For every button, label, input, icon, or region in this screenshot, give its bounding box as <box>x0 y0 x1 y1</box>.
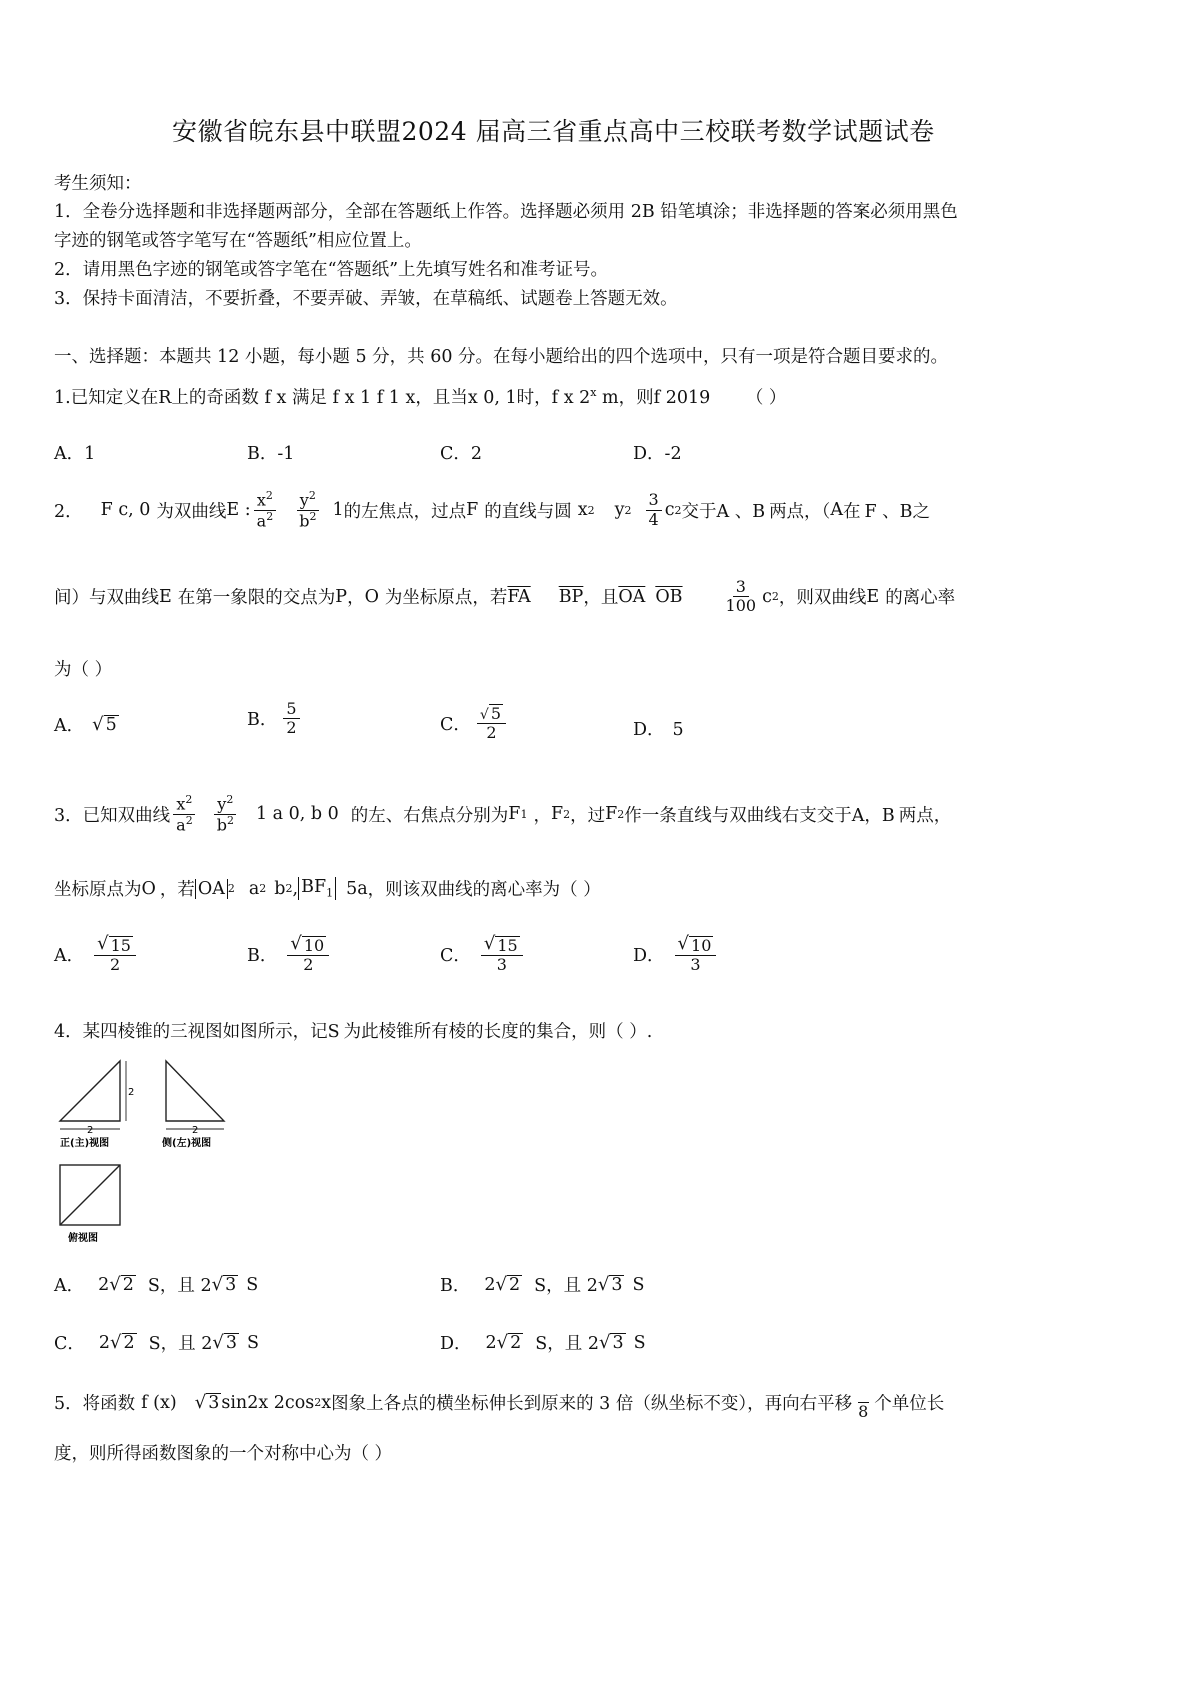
q3-text: ，若 <box>159 880 195 900</box>
q4-text: S，且 2 <box>148 1334 213 1354</box>
front-view <box>60 1061 134 1149</box>
q1-option-a: A．1 <box>54 444 96 464</box>
q3-text: ，过 <box>570 805 606 826</box>
q3-option-d <box>633 934 719 974</box>
q2-option-b-fraction: $\frac{5}{2}$ <box>283 700 299 738</box>
q2-points-fb: F 、B <box>864 501 913 522</box>
q2-text: ， <box>347 588 365 609</box>
q5-text: 图象上各点的横坐标伸长到原来的 3 倍（纵坐标不变），再向右平移 <box>331 1394 853 1415</box>
q2-text: 在第一象限的交点为 <box>177 588 336 609</box>
q1-text: 满足 <box>291 388 327 408</box>
q3-option-c <box>440 934 526 974</box>
q3-text: 两点， <box>898 805 952 826</box>
q2-exp: 2 <box>771 590 779 604</box>
q2-point-p: P <box>335 586 348 607</box>
top-view-label: 俯视图 <box>68 1233 98 1244</box>
three-view-figure <box>54 1055 244 1255</box>
q2-text: 间）与双曲线 <box>54 588 159 609</box>
q2-text: 为双曲线 <box>156 501 227 522</box>
q5-text: 5．将函数 <box>54 1394 136 1415</box>
q3-option-b <box>247 934 332 974</box>
q2-curve-e: E : <box>226 500 251 521</box>
q2-curve-e: E <box>159 586 172 607</box>
option-label: B． <box>440 1276 471 1296</box>
q5-text: 个单位长 <box>874 1394 945 1415</box>
question-5-line-1 <box>54 1384 944 1422</box>
option-label: B． <box>247 945 278 966</box>
q3-5a: 5a <box>346 878 368 899</box>
sqrt-symbol: √ 2 <box>495 1274 521 1295</box>
notice-line-1b: 字迹的钢笔或答字笔写在“答题纸”相应位置上。 <box>54 231 422 251</box>
q1-text: ，且当 <box>415 388 468 408</box>
q2-text: 之 <box>912 501 931 522</box>
q2-text: 的直线与圆 <box>484 501 572 522</box>
notice-line-3: 3．保持卡面清洁，不要折叠，不要弄破、弄皱，在草稿纸、试题卷上答题无效。 <box>54 289 678 309</box>
q1-target: f 2019 <box>653 388 711 408</box>
svg-text:2: 2 <box>128 1087 135 1098</box>
notice-heading: 考生须知： <box>54 174 142 194</box>
q3-option-d-fraction: √ 10 3 <box>675 934 717 974</box>
q2-point-a: A <box>830 500 843 521</box>
q3-exp: 2 <box>285 882 293 895</box>
q2-focus: F c, 0 <box>100 500 151 521</box>
q2-option-d <box>633 716 684 741</box>
q2-text: ，且 <box>583 588 619 609</box>
q2-text: ，则双曲线 <box>778 588 867 609</box>
q2-exp: 2 <box>674 503 682 517</box>
q3-abs-bf: $BF_1$ <box>298 877 336 900</box>
sqrt-symbol: √ 3 <box>597 1274 623 1295</box>
q3-text: 3．已知双曲线 <box>54 805 171 826</box>
q2-fraction-3-100: $\frac{3}{100}$ <box>725 577 757 616</box>
q2-fraction-3-4: $\frac{3}{4}$ <box>646 491 662 529</box>
q2-vector-bp: $\overline{BP}$ <box>558 586 584 607</box>
q4-text: 4．某四棱锥的三视图如图所示，记 <box>54 1022 328 1042</box>
section-heading: 一、选择题：本题共 12 小题，每小题 5 分，共 60 分。在每小题给出的四个选项中，只有一项是符合题目要求的。 <box>54 347 949 367</box>
q4-option-b <box>440 1272 644 1297</box>
q4-option-a <box>54 1272 258 1297</box>
sqrt-symbol: √ 2 <box>496 1332 522 1353</box>
question-2-line-1 <box>54 490 930 530</box>
q2-point-f: F <box>466 500 479 521</box>
question-2-line-3: 为（ ） <box>54 660 113 680</box>
q2-point-o: O <box>364 586 379 607</box>
q1-option-b: B．-1 <box>247 444 295 464</box>
q4-text: S <box>633 1332 646 1353</box>
notice-line-2: 2．请用黑色字迹的钢笔或答字笔在“答题纸”上先填写姓名和准考证号。 <box>54 260 609 280</box>
q2-text: 交于 <box>681 501 717 522</box>
q1-option-d: D．-2 <box>633 444 682 464</box>
question-3-line-2: 坐标原点为 O ，若 OA 2 a 2 b 2 , $BF_1$ 5a ，则该双曲线的离心率为（ ） <box>54 877 601 900</box>
svg-text:2: 2 <box>192 1125 199 1136</box>
q3-sub: 2 <box>617 807 625 821</box>
q3-f2: F <box>605 804 618 825</box>
q3-abs-oa: OA <box>195 879 228 899</box>
option-value: 5 <box>672 720 684 740</box>
q4-set-s: S <box>327 1022 340 1042</box>
q5-fraction: 8 <box>855 1384 871 1422</box>
q3-exp: 2 <box>259 882 267 895</box>
q3-text: 坐标原点为 <box>54 880 142 900</box>
q2-c: c <box>762 586 772 607</box>
sqrt-symbol: √ 3 <box>212 1332 237 1353</box>
q5-expression: sin2x 2cos <box>221 1392 315 1413</box>
q4-text: S <box>632 1274 645 1295</box>
option-label: A． <box>54 945 85 966</box>
q3-a: a <box>248 878 260 899</box>
page-title: 安徽省皖东县中联盟2024 届高三省重点高中三校联考数学试题试卷 <box>172 117 935 146</box>
question-5-line-2: 度，则所得函数图象的一个对称中心为（ ） <box>54 1444 393 1464</box>
q3-fraction-x: $\frac{x^2}{a^2}$ <box>173 794 196 834</box>
q3-text: 作一条直线与双曲线右支交于 <box>624 805 852 826</box>
q4-text: S <box>246 1332 259 1353</box>
question-1-stem <box>54 384 786 409</box>
option-label: D． <box>633 945 665 966</box>
q2-option-c-fraction: √ 5 2 <box>477 704 506 742</box>
q5-function: f (x) <box>141 1392 177 1413</box>
q4-text: S，且 2 <box>534 1276 598 1296</box>
question-3-line-1: 3．已知双曲线 $\frac{x^2}{a^2}$ $\frac{y^2}{b^2}$ 1 a 0, b 0 的左、右焦点分别为 F 1 ， F 2 ，过 F 2 作一条直线与双曲线右支交于 A，B 两点， <box>54 793 952 835</box>
q2-vector-fa: $\overline{FA}$ <box>507 586 531 607</box>
option-label: D． <box>440 1334 472 1354</box>
q1-option-c: C．2 <box>440 444 483 464</box>
q2-y: y <box>614 500 625 521</box>
q1-equation: f x 1 f 1 x <box>332 388 416 408</box>
q3-exp: 2 <box>227 882 235 895</box>
q4-option-d <box>440 1330 646 1355</box>
q3-option-a-fraction: √ 15 2 <box>94 934 136 974</box>
q4-text: S，且 2 <box>147 1276 212 1296</box>
q3-b: b <box>274 878 286 899</box>
q1-m: m <box>596 388 619 408</box>
q1-text: 时， <box>516 388 552 408</box>
sqrt-symbol: √ 2 <box>109 1274 134 1295</box>
answer-blank: （ ） <box>745 388 787 408</box>
q2-fraction-x: $\frac{x^2}{a^2}$ <box>254 490 277 530</box>
option-label: C． <box>440 945 471 966</box>
sqrt-symbol: √ 2 <box>110 1332 135 1353</box>
q1-exponent: x <box>590 386 597 400</box>
q2-text: 两点，（ <box>769 501 831 522</box>
option-label: A． <box>54 716 85 736</box>
coef: 2 <box>98 1332 111 1353</box>
option-label: C． <box>440 714 471 735</box>
option-label: A． <box>54 1276 85 1296</box>
q1-text: 上的奇函数 <box>171 388 259 408</box>
coef: 2 <box>485 1332 497 1353</box>
top-view <box>60 1165 120 1244</box>
q2-option-b <box>247 700 303 738</box>
option-label: C． <box>54 1334 85 1354</box>
q4-option-c <box>54 1330 259 1355</box>
svg-text:2: 2 <box>87 1125 94 1136</box>
sqrt-symbol: √ 3 <box>598 1332 624 1353</box>
q2-option-c <box>440 704 509 742</box>
q2-vector-ob: $\overline{OB}$ <box>655 586 683 607</box>
q3-f2: F <box>550 804 564 825</box>
q2-x: x <box>577 500 588 521</box>
notice-line-1a: 1．全卷分选择题和非选择题两部分，全部在答题纸上作答。选择题必须用 2B 铅笔填涂；非选择题的答案必须用黑色 <box>54 202 958 222</box>
q3-option-c-fraction: √ 15 3 <box>481 934 523 974</box>
q3-option-a <box>54 934 139 974</box>
q2-option-a <box>54 712 119 737</box>
q4-text: 为此棱锥所有棱的长度的集合，则（ ）. <box>343 1022 653 1042</box>
q3-f1: F <box>508 804 521 825</box>
coef: 2 <box>484 1274 496 1295</box>
q3-sub: 1 <box>520 807 528 821</box>
side-view-label: 侧(左)视图 <box>162 1138 212 1149</box>
q2-text: 的离心率 <box>885 588 956 609</box>
front-view-label: 正(主)视图 <box>60 1138 110 1149</box>
q4-text: S <box>246 1274 259 1295</box>
q3-text: ，则该双曲线的离心率为（ ） <box>367 880 601 900</box>
sqrt-symbol: √ 3 <box>194 1392 220 1414</box>
q3-point-o: O <box>141 878 156 899</box>
q1-definition: f x 2 <box>551 388 591 408</box>
question-2-line-2 <box>54 578 955 616</box>
q2-one: 1 <box>332 500 344 521</box>
three-view-svg <box>54 1055 244 1255</box>
sqrt-symbol: √ 3 <box>211 1274 237 1295</box>
coef: 2 <box>98 1274 110 1295</box>
q5-x: x <box>321 1392 332 1413</box>
q2-number: 2． <box>54 501 83 522</box>
q1-function: f x <box>264 388 287 408</box>
q5-exp: 2 <box>314 1396 322 1410</box>
q3-text: 的左、右焦点分别为 <box>350 805 509 826</box>
side-view <box>161 1061 224 1149</box>
sqrt-symbol: √ 5 <box>92 714 117 735</box>
q1-set-r: R <box>158 388 172 408</box>
q3-condition: 1 a 0, b 0 <box>255 804 339 825</box>
q2-points: A 、B <box>716 501 766 522</box>
q3-fraction-y: $\frac{y^2}{b^2}$ <box>214 794 237 834</box>
option-label: B． <box>247 710 278 731</box>
q2-exp: 2 <box>587 503 595 517</box>
option-label: D． <box>633 720 665 740</box>
q1-text: ，则 <box>618 388 654 408</box>
q2-text: 在 <box>842 501 861 522</box>
question-4-stem <box>54 1018 652 1043</box>
q2-fraction-y: $\frac{y^2}{b^2}$ <box>296 490 319 530</box>
q1-interval: x 0, 1 <box>467 388 517 408</box>
q2-curve-e: E <box>866 586 880 607</box>
q2-text: 的左焦点，过点 <box>343 501 467 522</box>
q4-text: S，且 2 <box>535 1334 599 1354</box>
q2-exp: 2 <box>624 503 632 517</box>
q1-text: 1.已知定义在 <box>54 388 159 408</box>
q3-points: A，B <box>851 805 895 826</box>
q3-option-b-fraction: √ 10 2 <box>287 934 329 974</box>
q2-c: c <box>664 500 675 521</box>
q2-vector-oa: $\overline{OA}$ <box>618 586 646 607</box>
q2-text: 为坐标原点，若 <box>384 588 508 609</box>
q3-sub: 2 <box>563 807 571 821</box>
